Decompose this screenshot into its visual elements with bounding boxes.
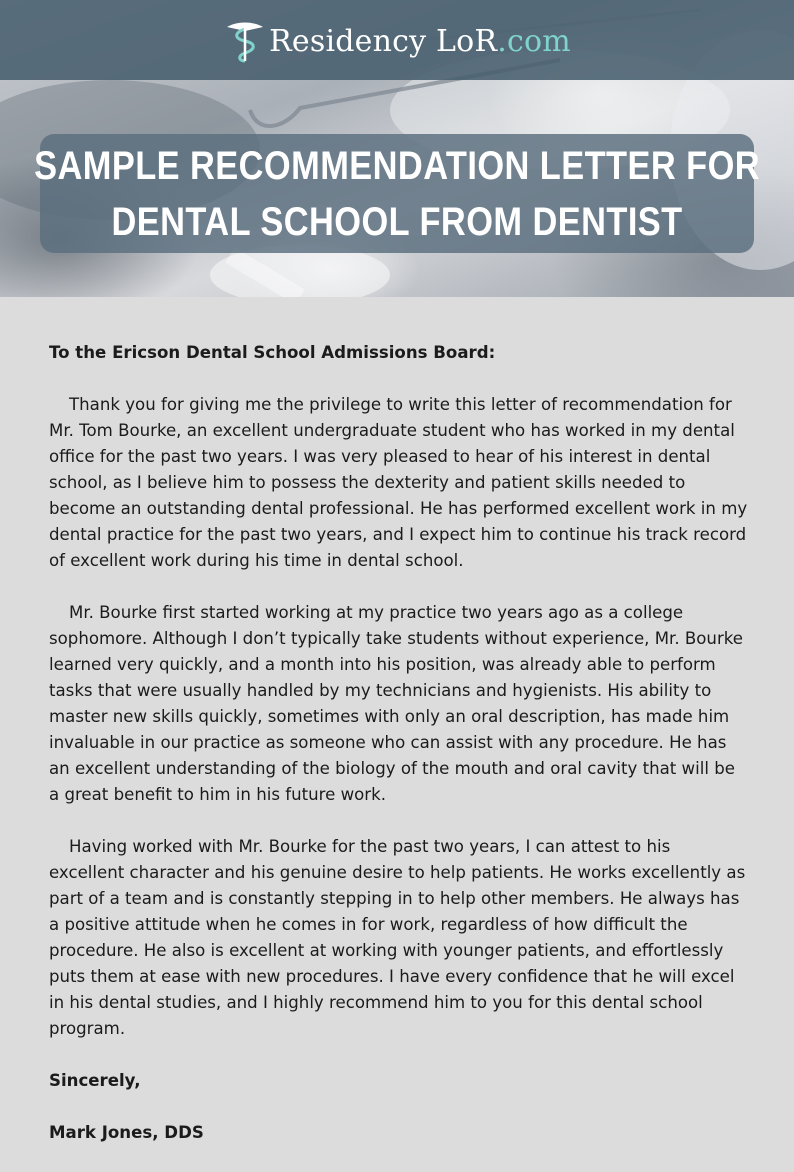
title-line-1: SAMPLE RECOMMENDATION LETTER FOR [34,143,760,188]
letter-paragraph-1: Thank you for giving me the privilege to write this letter of recommendation for Mr. Tom Bourke, an excellent undergraduate student who has worked in my dental office for the past two years. I was very pleased to hear of his interest in dental school, as I believe him to possess the dexterity and patient skills needed to become an outstanding dental professional. He has performed excellent work in my dental practice for the past two years, and I expect him to continue his track record of excellent work during his time in dental school. [49,395,748,570]
logo-domain-text: .com [497,23,571,59]
site-logo[interactable] [0,18,794,64]
logo-text [269,24,571,59]
letter-closing: Sincerely, [49,1071,141,1090]
letter-body [49,340,749,1172]
letter-signature: Mark Jones, DDS [49,1123,204,1142]
header-banner [0,0,794,297]
letter-paragraph-2: Mr. Bourke first started working at my practice two years ago as a college sophomore. Although I don’t typically take students without experience, Mr. Bourke learned very quickly, and a month into his position, was already able to perform tasks that were usually handled by my technicians and hygienists. His ability to master new skills quickly, sometimes with only an oral description, has made him invaluable in our practice as someone who can assist with any procedure. He has an excellent understanding of the biology of the mouth and oral cavity that will be a great benefit to him in his future work. [49,603,743,804]
caduceus-icon [223,19,267,63]
page-title [34,134,760,253]
letter-salutation: To the Ericson Dental School Admissions Board: [49,343,496,362]
title-line-2: DENTAL SCHOOL FROM DENTIST [111,199,683,244]
letter-paragraph-3: Having worked with Mr. Bourke for the past two years, I can attest to his excellent character and his genuine desire to help patients. He works excellently as part of a team and is constantly stepping in to help other members. He always has a positive attitude when he comes in for work, regardless of how difficult the procedure. He also is excellent at working with younger patients, and effortlessly puts them at ease with new procedures. I have every confidence that he will excel in his dental studies, and I highly recommend him to you for this dental school program. [49,837,746,1038]
logo-main-text: Residency LoR [269,23,498,59]
